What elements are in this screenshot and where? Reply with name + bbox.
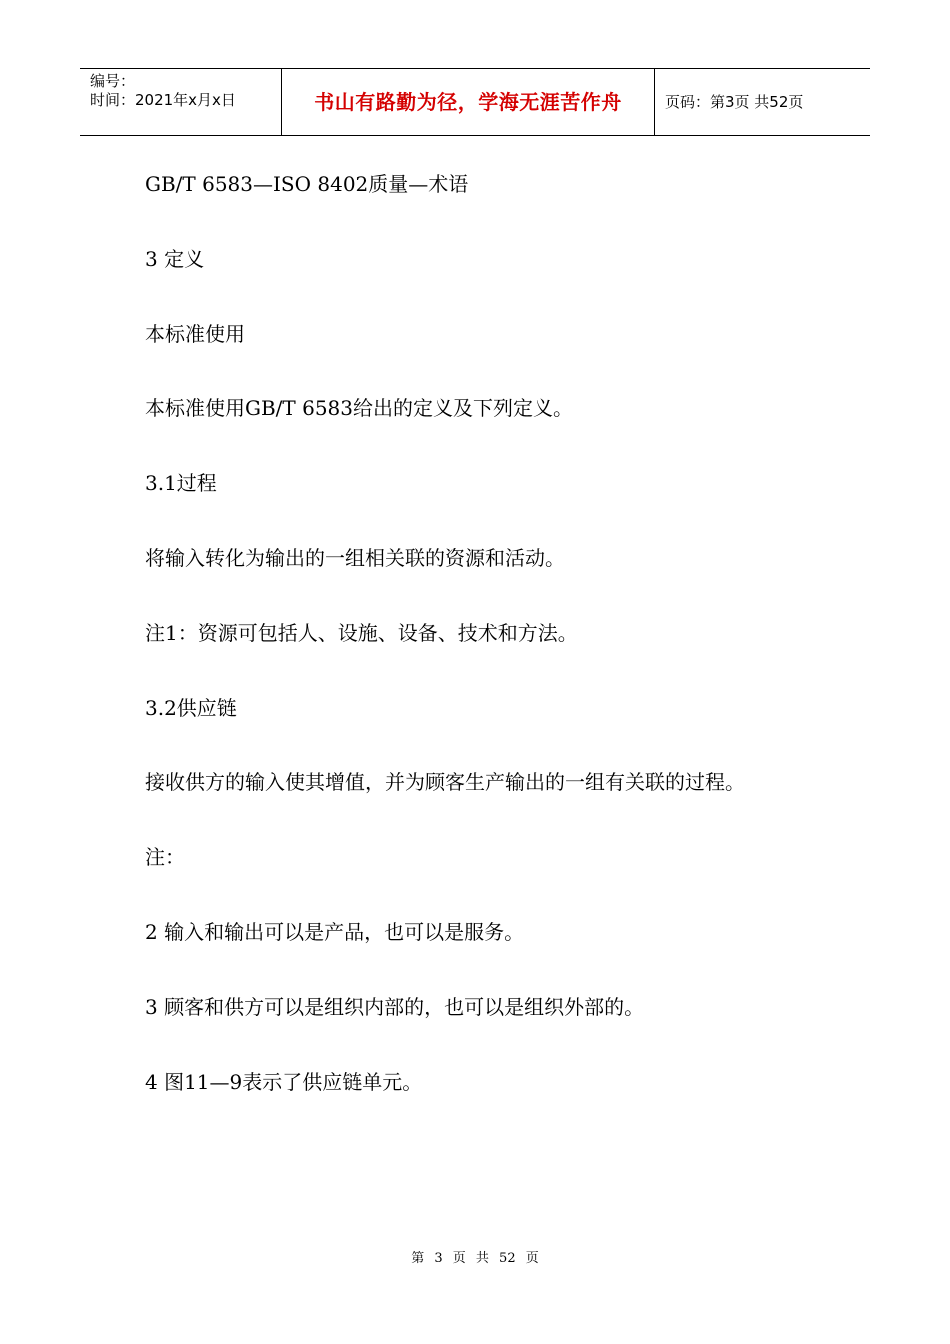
page-footer: 第 3 页 共 52 页	[411, 1251, 539, 1266]
note-item: 2 输入和输出可以是产品，也可以是服务。	[145, 919, 525, 944]
note-item: 4 图11—9表示了供应链单元。	[145, 1069, 423, 1094]
paragraph: 本标准使用	[145, 321, 245, 346]
paragraph: 将输入转化为输出的一组相关联的资源和活动。	[145, 545, 565, 570]
document-number-label: 编号：	[90, 72, 136, 90]
paragraph-reference: GB/T 6583—ISO 8402质量—术语	[145, 172, 469, 196]
term-heading-supply-chain: 3.2供应链	[145, 695, 237, 720]
paragraph: 本标准使用GB/T 6583给出的定义及下列定义。	[145, 396, 574, 421]
page-header	[80, 68, 870, 136]
section-heading-definitions: 3 定义	[145, 246, 205, 271]
note-label: 注：	[145, 845, 185, 870]
note-item: 3 顾客和供方可以是组织内部的，也可以是组织外部的。	[145, 994, 645, 1019]
paragraph: 接收供方的输入使其增值，并为顾客生产输出的一组有关联的过程。	[145, 770, 745, 795]
term-heading-process: 3.1过程	[145, 471, 217, 496]
header-page-info: 页码：第3页 共52页	[665, 93, 804, 111]
header-motto: 书山有路勤为径，学海无涯苦作舟	[282, 69, 655, 135]
document-date-label: 时间：2021年x月x日	[90, 91, 236, 109]
document-body	[145, 168, 865, 1140]
header-meta-cell	[80, 69, 282, 135]
note-paragraph: 注1：资源可包括人、设施、设备、技术和方法。	[145, 620, 578, 645]
